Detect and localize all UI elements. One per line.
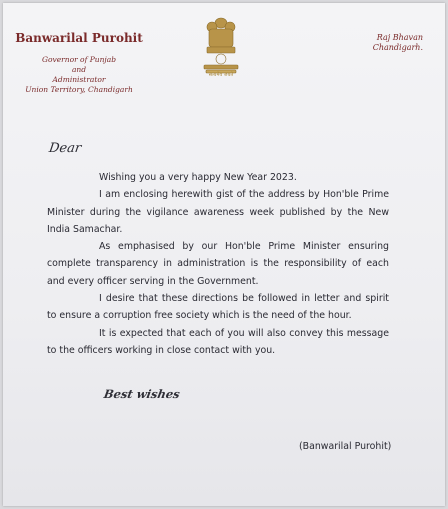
place xyxy=(373,33,423,53)
paragraph: I am enclosing herewith gist of the address by Hon'ble Prime Minister during the vigilance awareness week published by the New India Samachar. xyxy=(47,189,389,235)
paragraph: As emphasised by our Hon'ble Prime Minister ensuring complete transparency in administration is the responsibility of each and every officer serving in the Government. xyxy=(47,241,389,287)
emblem-motto: सत्यमेव जयते xyxy=(208,72,234,78)
designation-line: Governor of Punjab xyxy=(41,55,117,64)
paragraph: I desire that these directions be followed in letter and spirit to ensure a corruption free society which is the need of the hour. xyxy=(47,293,389,322)
closing: Best wishes xyxy=(102,387,181,401)
place-line: Raj Bhavan xyxy=(376,33,423,42)
sender-name: Banwarilal Purohit xyxy=(15,31,143,45)
letter-sheet xyxy=(3,3,445,506)
place-line: Chandigarh. xyxy=(372,43,423,52)
national-emblem-icon xyxy=(199,13,243,81)
paragraph: It is expected that each of you will also convey this message to the officers working in close contact with you. xyxy=(47,327,389,356)
designation-line: Administrator xyxy=(52,75,106,84)
signature: (Banwarilal Purohit) xyxy=(299,441,392,452)
designation-line: Union Territory, Chandigarh xyxy=(25,85,133,94)
designation-line: and xyxy=(71,65,87,74)
paragraph: Wishing you a very happy New Year 2023. xyxy=(99,172,297,183)
letter-body xyxy=(47,169,389,359)
sender-designation xyxy=(9,55,149,95)
salutation: Dear xyxy=(47,141,83,156)
